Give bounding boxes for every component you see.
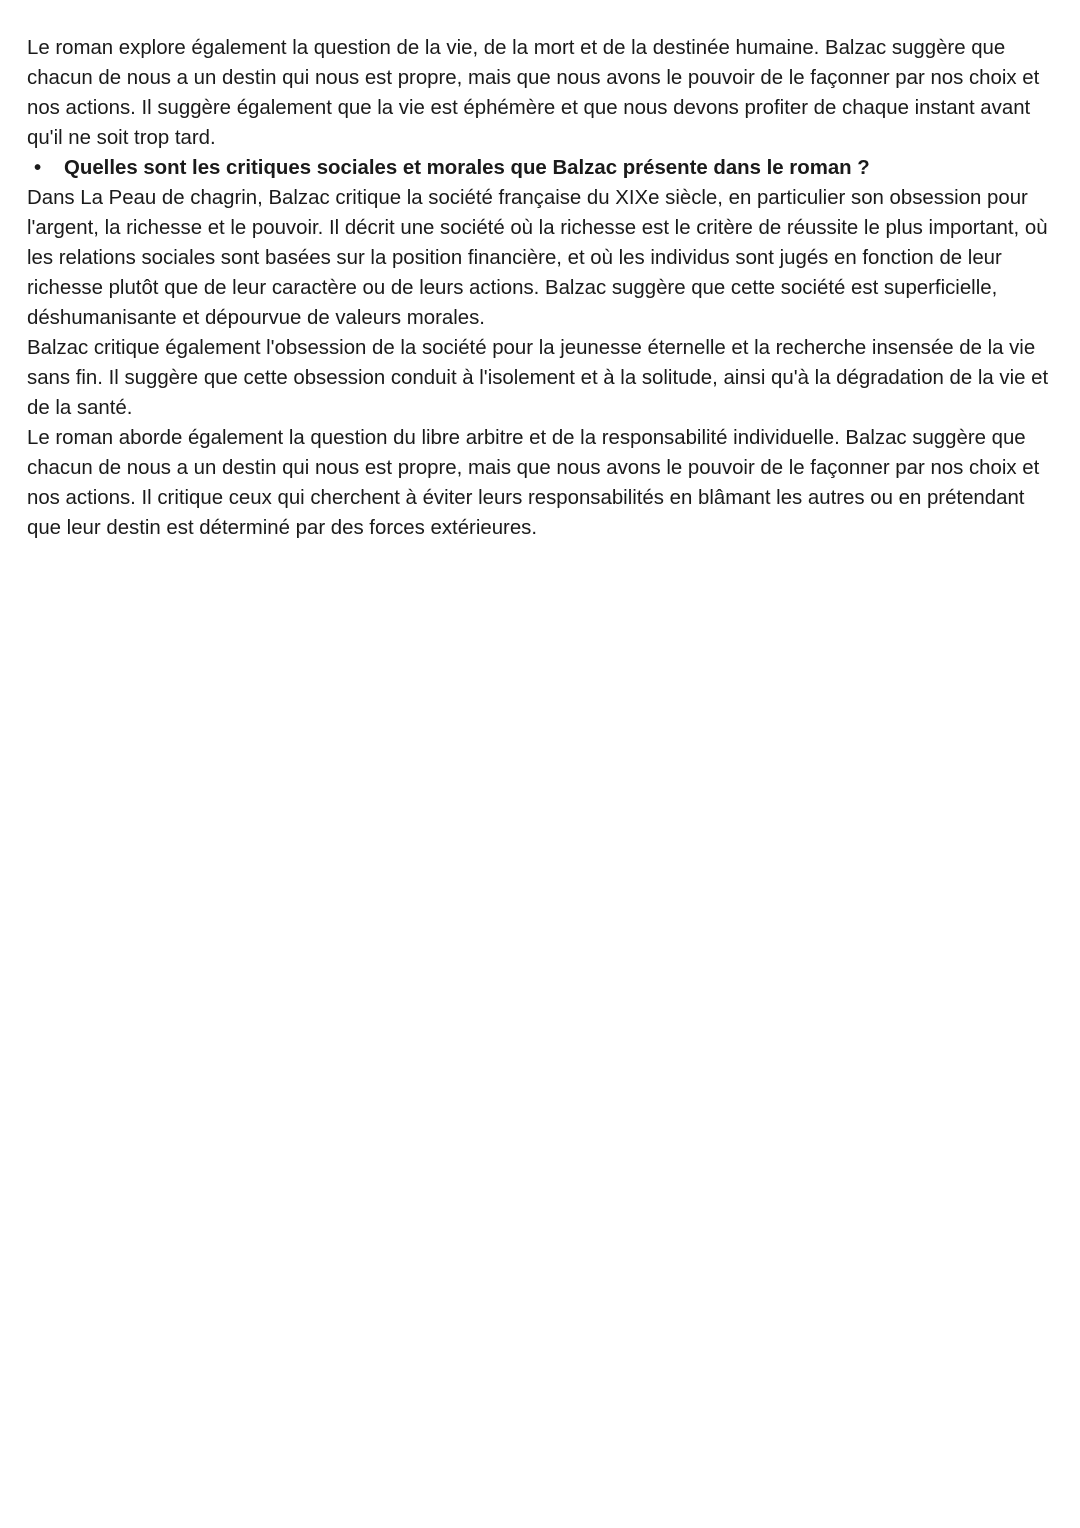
paragraph-life-death-destiny: Le roman explore également la question de la vie, de la mort et de la destinée humaine. Balzac suggère que chacun de nous a un destin qui nous est propre, mais que nous avons le pouvoir de le façonner par nos choix et nos actions. Il suggère également que la vie est éphémère et que nous devons profiter de chaque instant avant qu'il ne soit trop tard. [27,37,1040,149]
paragraph-social-critique: Dans La Peau de chagrin, Balzac critique la société française du XIXe siècle, en particulier son obsession pour l'argent, la richesse et le pouvoir. Il décrit une société où la richesse est le critère de réussite le plus important, où les relations sociales sont basées sur la position financière, et où les individus sont jugés en fonction de leur richesse plutôt que de leur caractère ou de leurs actions. Balzac suggère que cette société est superficielle, déshumanisante et dépourvue de valeurs morales. [27,187,1048,329]
question-heading: Quelles sont les critiques sociales et morales que Balzac présente dans le roman ? [64,157,870,179]
document-page [27,33,1057,543]
bullet-icon: • [34,157,42,179]
paragraph-free-will: Le roman aborde également la question du libre arbitre et de la responsabilité individuelle. Balzac suggère que chacun de nous a un destin qui nous est propre, mais que nous avons le pouvoir de le façonner par nos choix et nos actions. Il critique ceux qui cherchent à éviter leurs responsabilités en blâmant les autres ou en prétendant que leur destin est déterminé par des forces extérieures. [27,427,1040,539]
paragraph-eternal-youth: Balzac critique également l'obsession de la société pour la jeunesse éternelle et la recherche insensée de la vie sans fin. Il suggère que cette obsession conduit à l'isolement et à la solitude, ainsi qu'à la dégradation de la vie et de la santé. [27,337,1049,419]
question-bullet [27,153,1057,183]
